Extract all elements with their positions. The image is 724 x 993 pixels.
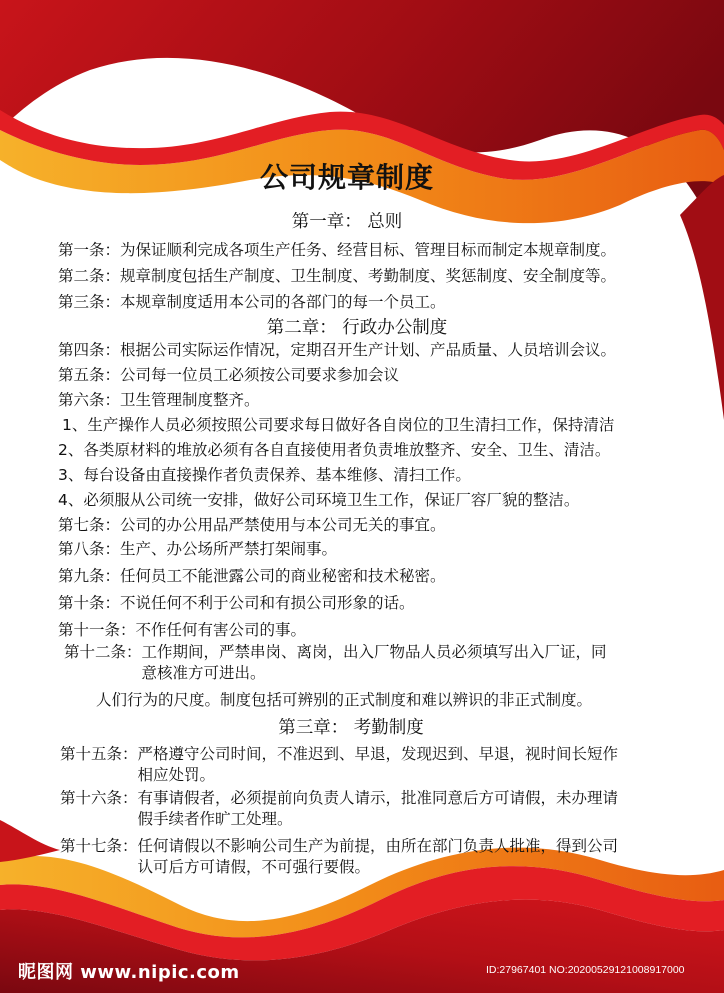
article-12-text [142, 642, 607, 684]
article-15-line-1: 严格遵守公司时间，不准迟到、早退，发现迟到、早退，视时间长短作 [137, 745, 619, 763]
article-16-label: 第十六条： [60, 789, 138, 807]
hygiene-item-3: 3、每台设备由直接操作者负责保养、基本维修、清扫工作。 [58, 466, 471, 484]
article-16-line-2: 假手续者作旷工处理。 [137, 810, 293, 828]
institution-note: 人们行为的尺度。制度包括可辨别的正式制度和难以辨识的非正式制度。 [96, 691, 593, 709]
article-12-label: 第十二条： [64, 643, 142, 661]
hygiene-item-1: 1、生产操作人员必须按照公司要求每日做好各自岗位的卫生清扫工作，保持清洁 [62, 416, 615, 434]
article-10: 第十条：不说任何不利于公司和有损公司形象的话。 [58, 594, 415, 612]
article-7: 第七条：公司的办公用品严禁使用与本公司无关的事宜。 [58, 516, 446, 534]
article-16 [60, 788, 690, 830]
article-15-label: 第十五条： [60, 745, 138, 763]
article-1: 第一条：为保证顺利完成各项生产任务、经营目标、管理目标而制定本规章制度。 [58, 241, 617, 259]
chapter-1-heading: 第一章： 总则 [291, 212, 403, 232]
article-17-label: 第十七条： [60, 837, 138, 855]
article-12-line-2: 意核准方可进出。 [141, 664, 266, 682]
article-16-line-1: 有事请假者，必须提前向负责人请示，批准同意后方可请假，未办理请 [137, 789, 619, 807]
article-4: 第四条：根据公司实际运作情况，定期召开生产计划、产品质量、人员培训会议。 [58, 341, 617, 359]
article-15 [60, 744, 690, 786]
article-17-line-1: 任何请假以不影响公司生产为前提，由所在部门负责人批准，得到公司 [137, 837, 619, 855]
article-6: 第六条：卫生管理制度整齐。 [58, 391, 260, 409]
hygiene-item-4: 4、必须服从公司统一安排，做好公司环境卫生工作，保证厂容厂貌的整洁。 [58, 491, 580, 509]
article-12-line-1: 工作期间，严禁串岗、离岗，出入厂物品人员必须填写出入厂证，同 [141, 643, 607, 661]
article-17-line-2: 认可后方可请假，不可强行要假。 [137, 858, 371, 876]
chapter-3-heading: 第三章： 考勤制度 [278, 718, 424, 738]
chapter-2-heading: 第二章： 行政办公制度 [266, 318, 448, 338]
article-12 [64, 642, 694, 684]
article-11: 第十一条：不作任何有害公司的事。 [58, 621, 307, 639]
article-15-text [138, 744, 619, 786]
article-9: 第九条：任何员工不能泄露公司的商业秘密和技术秘密。 [58, 567, 446, 585]
article-17-text [138, 836, 619, 878]
article-15-line-2: 相应处罚。 [137, 766, 216, 784]
article-8: 第八条：生产、办公场所严禁打架闹事。 [58, 540, 338, 558]
watermark-site: 昵图网 www.nipic.com [18, 962, 240, 983]
article-16-text [138, 788, 619, 830]
article-3: 第三条：本规章制度适用本公司的各部门的每一个员工。 [58, 293, 446, 311]
hygiene-item-2: 2、各类原材料的堆放必须有各自直接使用者负责堆放整齐、安全、卫生、清洁。 [58, 441, 611, 459]
article-2: 第二条：规章制度包括生产制度、卫生制度、考勤制度、奖惩制度、安全制度等。 [58, 267, 617, 285]
article-5: 第五条：公司每一位员工必须按公司要求参加会议 [58, 366, 400, 384]
page-title: 公司规章制度 [259, 161, 434, 194]
watermark-id: ID:27967401 NO:20200529121008917000 [486, 964, 685, 976]
article-17 [60, 836, 690, 878]
